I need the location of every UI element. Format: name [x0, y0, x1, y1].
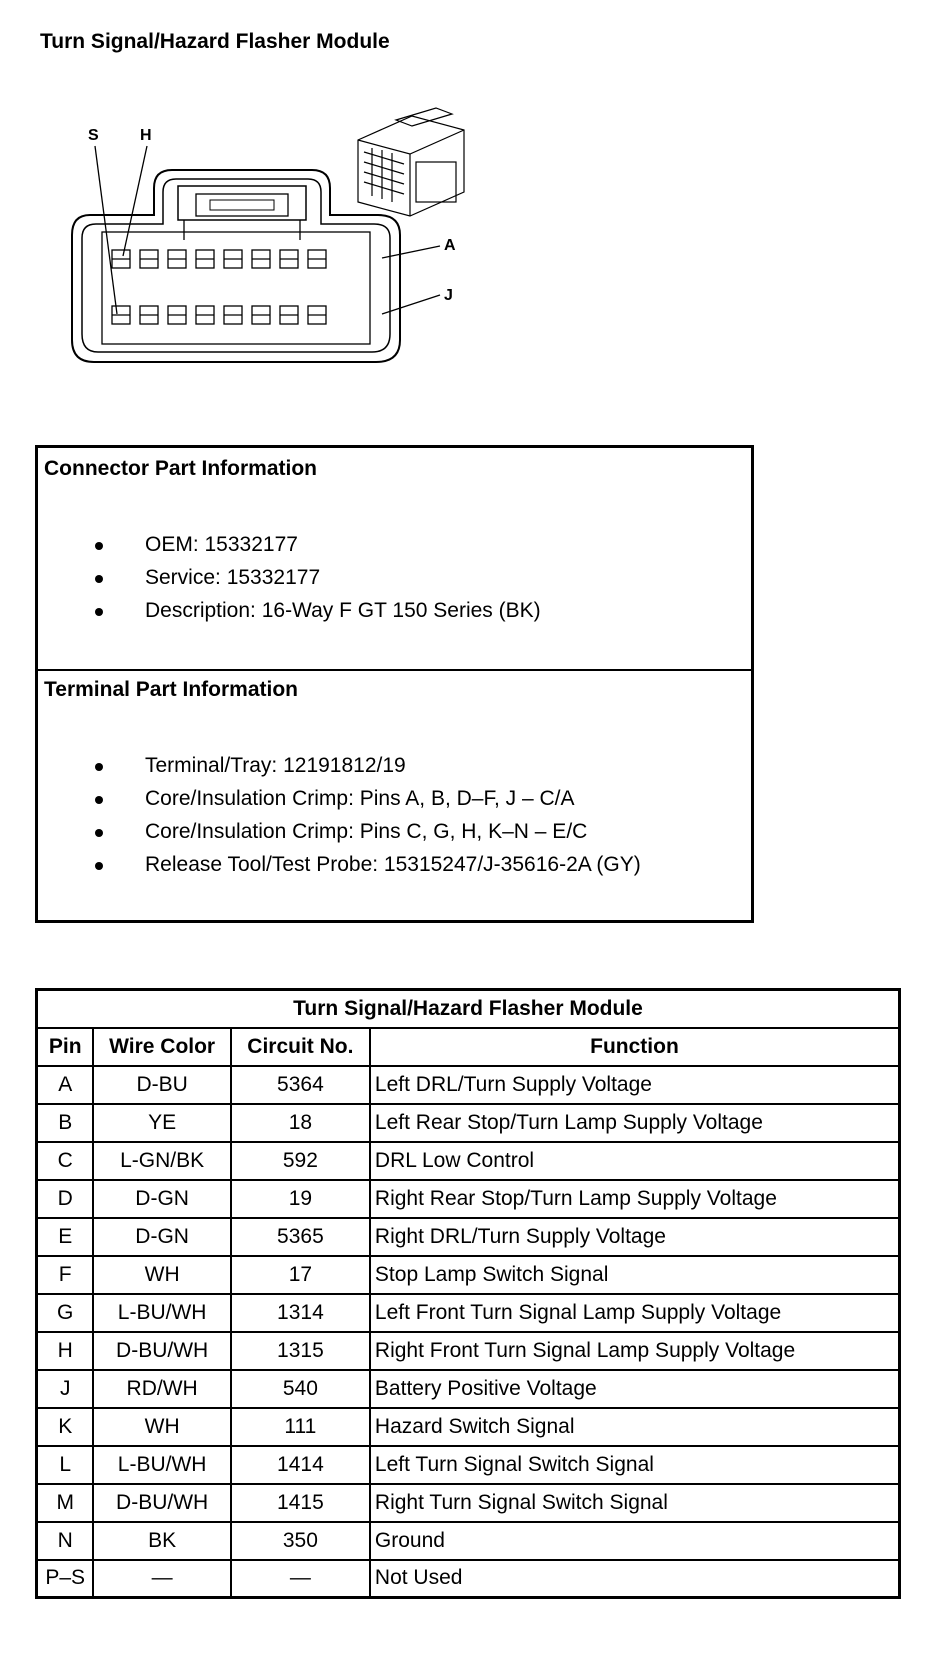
table-title: Turn Signal/Hazard Flasher Module [37, 990, 900, 1028]
connector-info-list [38, 528, 541, 627]
circuit-cell: 19 [231, 1180, 370, 1218]
table-row [37, 1104, 900, 1142]
function-cell: Ground [370, 1522, 900, 1560]
connector-part-info [38, 448, 751, 671]
column-header-pin: Pin [37, 1028, 94, 1066]
function-cell: Hazard Switch Signal [370, 1408, 900, 1446]
function-cell: Left Rear Stop/Turn Lamp Supply Voltage [370, 1104, 900, 1142]
function-cell: Right DRL/Turn Supply Voltage [370, 1218, 900, 1256]
circuit-cell: 592 [231, 1142, 370, 1180]
wire-color-cell: YE [93, 1104, 230, 1142]
circuit-cell: 5364 [231, 1066, 370, 1104]
circuit-cell: — [231, 1560, 370, 1598]
function-cell: Left DRL/Turn Supply Voltage [370, 1066, 900, 1104]
wire-color-cell: L-BU/WH [93, 1294, 230, 1332]
column-header-function: Function [370, 1028, 900, 1066]
list-item: Core/Insulation Crimp: Pins A, B, D–F, J – C/A [38, 782, 641, 815]
pin-cell: B [37, 1104, 94, 1142]
bullet-icon [95, 763, 103, 771]
bottom-pin-row [112, 306, 326, 324]
table-row [37, 1142, 900, 1180]
pin-cell: E [37, 1218, 94, 1256]
function-cell: Left Turn Signal Switch Signal [370, 1446, 900, 1484]
list-item: Release Tool/Test Probe: 15315247/J-35616-2A (GY) [38, 848, 641, 881]
wire-color-cell: D-BU [93, 1066, 230, 1104]
function-cell: DRL Low Control [370, 1142, 900, 1180]
pin-cell: N [37, 1522, 94, 1560]
pin-cell: P–S [37, 1560, 94, 1598]
function-cell: Left Front Turn Signal Lamp Supply Voltage [370, 1294, 900, 1332]
table-row [37, 1408, 900, 1446]
pin-cell: M [37, 1484, 94, 1522]
pin-cell: H [37, 1332, 94, 1370]
list-item: Terminal/Tray: 12191812/19 [38, 749, 641, 782]
list-item: Core/Insulation Crimp: Pins C, G, H, K–N – E/C [38, 815, 641, 848]
circuit-cell: 111 [231, 1408, 370, 1446]
wire-color-cell: WH [93, 1408, 230, 1446]
circuit-cell: 1414 [231, 1446, 370, 1484]
column-header-wire-color: Wire Color [93, 1028, 230, 1066]
pin-table [35, 988, 901, 1599]
top-pin-row [112, 250, 326, 268]
wire-color-cell: — [93, 1560, 230, 1598]
pin-cell: J [37, 1370, 94, 1408]
function-cell: Not Used [370, 1560, 900, 1598]
connector-diagram [60, 100, 490, 390]
wire-color-cell: L-BU/WH [93, 1446, 230, 1484]
page-title: Turn Signal/Hazard Flasher Module [40, 30, 390, 53]
pin-cell: K [37, 1408, 94, 1446]
table-row [37, 1066, 900, 1104]
terminal-info-list [38, 749, 641, 881]
table-row [37, 1484, 900, 1522]
pin-label-s: S [88, 127, 99, 144]
function-cell: Right Rear Stop/Turn Lamp Supply Voltage [370, 1180, 900, 1218]
table-row [37, 1522, 900, 1560]
table-row [37, 1332, 900, 1370]
wire-color-cell: D-GN [93, 1180, 230, 1218]
circuit-cell: 17 [231, 1256, 370, 1294]
bullet-icon [95, 608, 103, 616]
bullet-icon [95, 862, 103, 870]
table-row [37, 1256, 900, 1294]
table-row [37, 1446, 900, 1484]
pin-table-body [37, 1066, 900, 1598]
circuit-cell: 540 [231, 1370, 370, 1408]
column-header-circuit-no: Circuit No. [231, 1028, 370, 1066]
pin-cell: C [37, 1142, 94, 1180]
table-row [37, 1294, 900, 1332]
list-item: Service: 15332177 [38, 561, 541, 594]
connector-info-title: Connector Part Information [44, 457, 318, 480]
part-info-box [35, 445, 754, 923]
bullet-icon [95, 542, 103, 550]
table-row [37, 1560, 900, 1598]
list-item: Description: 16-Way F GT 150 Series (BK) [38, 594, 541, 627]
function-cell: Battery Positive Voltage [370, 1370, 900, 1408]
pin-cell: D [37, 1180, 94, 1218]
pin-label-h: H [140, 127, 152, 144]
circuit-cell: 350 [231, 1522, 370, 1560]
bullet-icon [95, 796, 103, 804]
pin-cell: L [37, 1446, 94, 1484]
function-cell: Right Turn Signal Switch Signal [370, 1484, 900, 1522]
pin-cell: G [37, 1294, 94, 1332]
wire-color-cell: L-GN/BK [93, 1142, 230, 1180]
wire-color-cell: D-BU/WH [93, 1484, 230, 1522]
pin-cell: F [37, 1256, 94, 1294]
table-row [37, 1370, 900, 1408]
wire-color-cell: D-BU/WH [93, 1332, 230, 1370]
pin-cell: A [37, 1066, 94, 1104]
function-cell: Stop Lamp Switch Signal [370, 1256, 900, 1294]
wire-color-cell: D-GN [93, 1218, 230, 1256]
wire-color-cell: RD/WH [93, 1370, 230, 1408]
terminal-part-info [38, 669, 751, 920]
circuit-cell: 18 [231, 1104, 370, 1142]
connector-3d-icon [358, 108, 464, 216]
table-row [37, 1180, 900, 1218]
wire-color-cell: BK [93, 1522, 230, 1560]
table-row [37, 1218, 900, 1256]
bullet-icon [95, 829, 103, 837]
list-item: OEM: 15332177 [38, 528, 541, 561]
terminal-info-title: Terminal Part Information [44, 678, 298, 701]
circuit-cell: 1315 [231, 1332, 370, 1370]
wire-color-cell: WH [93, 1256, 230, 1294]
bullet-icon [95, 575, 103, 583]
pin-label-a: A [444, 237, 456, 254]
function-cell: Right Front Turn Signal Lamp Supply Voltage [370, 1332, 900, 1370]
circuit-cell: 5365 [231, 1218, 370, 1256]
pin-label-j: J [444, 287, 453, 304]
circuit-cell: 1415 [231, 1484, 370, 1522]
circuit-cell: 1314 [231, 1294, 370, 1332]
